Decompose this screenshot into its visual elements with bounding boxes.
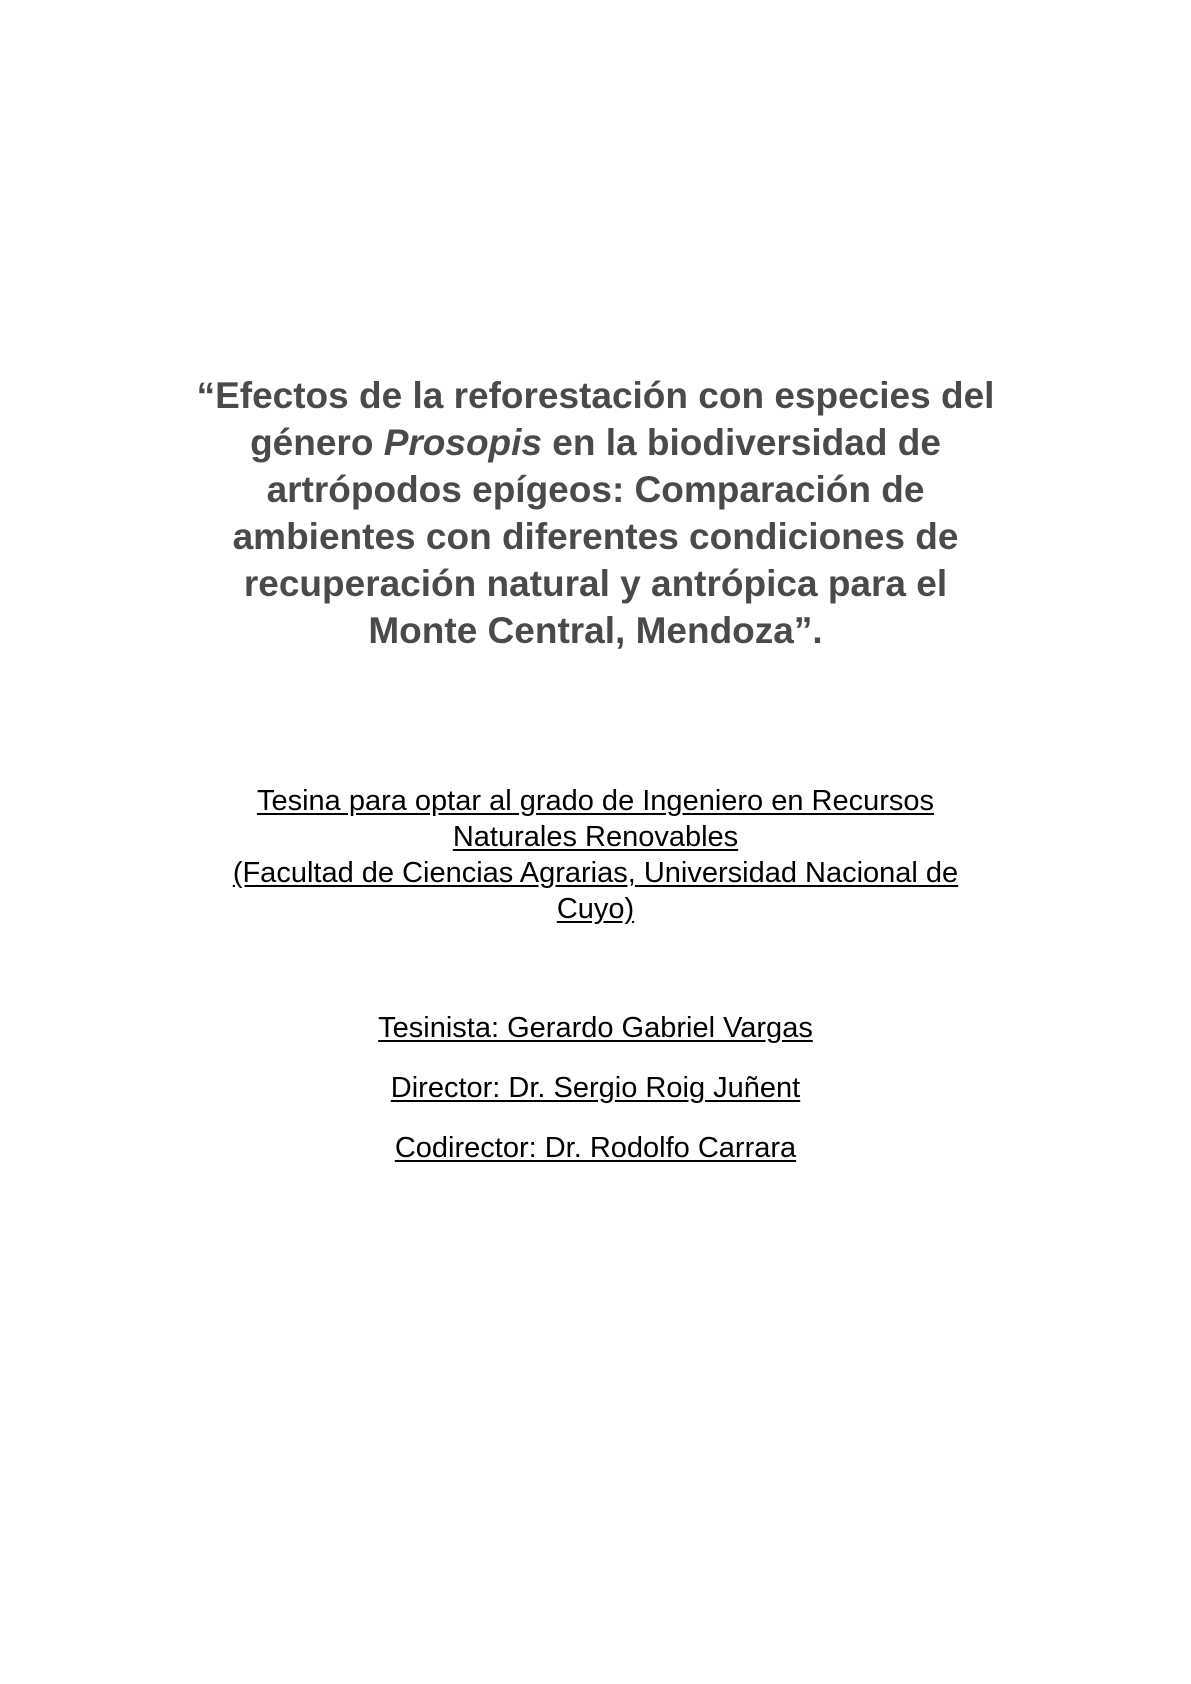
title-line-6: Monte Central, Mendoza”. bbox=[368, 610, 823, 651]
title-line-4: ambientes con diferentes condiciones de bbox=[232, 516, 959, 557]
title-line-1: “Efectos de la reforestación con especies del bbox=[196, 375, 995, 416]
title-line-5: recuperación natural y antrópica para el bbox=[243, 563, 948, 604]
degree-line-2 bbox=[110, 819, 1081, 855]
degree-line-3-text: (Facultad de Ciencias Agrarias, Universidad Nacional de bbox=[232, 857, 959, 889]
codirector-text: Codirector: Dr. Rodolfo Carrara bbox=[394, 1132, 797, 1164]
tesinista-line bbox=[110, 1010, 1081, 1046]
degree-statement bbox=[110, 783, 1081, 927]
degree-line-4 bbox=[110, 891, 1081, 927]
degree-line-2-text: Naturales Renovables bbox=[452, 821, 739, 853]
degree-line-1-text: Tesina para optar al grado de Ingeniero en Recursos bbox=[256, 785, 935, 817]
title-line-3: artrópodos epígeos: Comparación de bbox=[266, 469, 925, 510]
title-line-2-post: en la biodiversidad de bbox=[542, 422, 941, 463]
director-text: Director: Dr. Sergio Roig Juñent bbox=[390, 1072, 801, 1104]
thesis-title bbox=[110, 372, 1081, 654]
degree-line-4-text: Cuyo) bbox=[556, 893, 635, 925]
degree-line-1 bbox=[110, 783, 1081, 819]
authors-block bbox=[110, 1010, 1081, 1190]
degree-line-3 bbox=[110, 855, 1081, 891]
title-line-2 bbox=[110, 419, 1081, 466]
codirector-line bbox=[110, 1130, 1081, 1166]
tesinista-text: Tesinista: Gerardo Gabriel Vargas bbox=[378, 1012, 813, 1044]
title-genus-italic: Prosopis bbox=[383, 422, 543, 463]
title-line-2-pre: género bbox=[250, 422, 384, 463]
director-line bbox=[110, 1070, 1081, 1106]
